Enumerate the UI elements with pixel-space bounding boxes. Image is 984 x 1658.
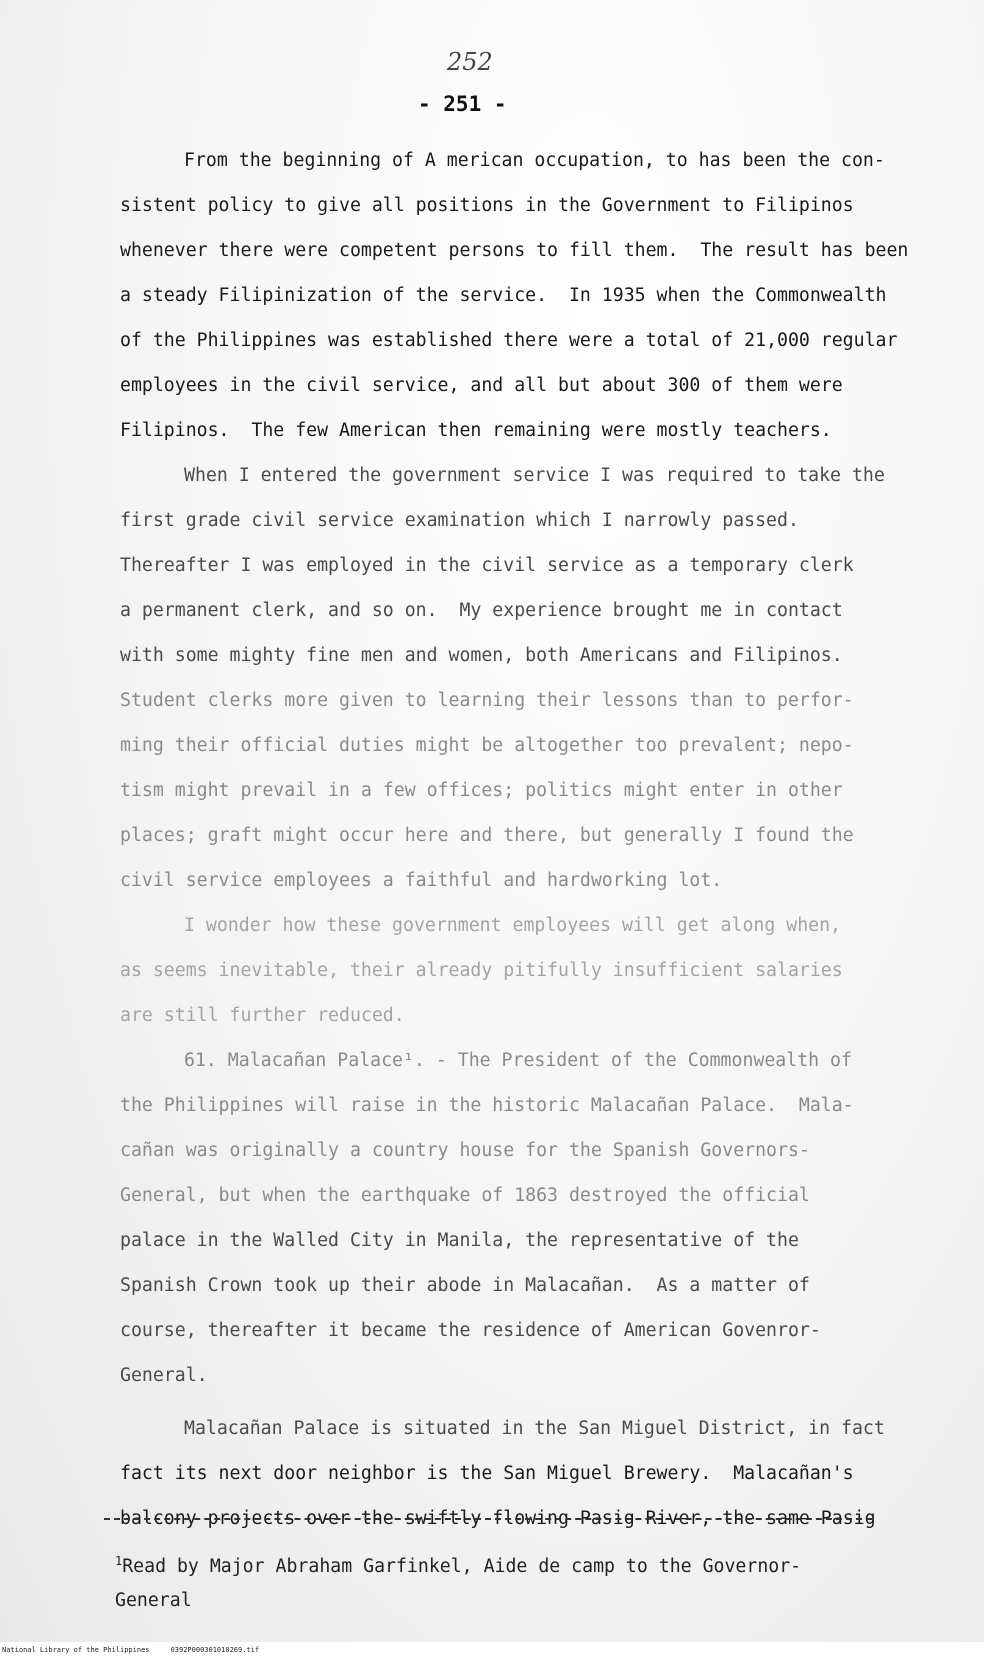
text-line: with some mighty fine men and women, both Americans and Filipinos. <box>120 645 843 666</box>
text-line: whenever there were competent persons to fill them. The result has been <box>120 240 909 261</box>
text-line: Malacañan Palace is situated in the San Miguel District, in fact <box>184 1418 885 1439</box>
footnote-line <box>115 1544 935 1584</box>
text-line: course, thereafter it became the residence of American Govenror- <box>120 1320 821 1341</box>
footnote-line: General <box>115 1590 192 1612</box>
text-line: When I entered the government service I was required to take the <box>184 465 885 486</box>
page-number: - 251 - <box>418 92 507 116</box>
text-line: as seems inevitable, their already pitifully insufficient salaries <box>120 960 843 981</box>
text-line: the Philippines will raise in the historic Malacañan Palace. Mala- <box>120 1095 854 1116</box>
text-line: employees in the civil service, and all but about 300 of them were <box>120 375 843 396</box>
text-line: Student clerks more given to learning their lessons than to perfor- <box>120 690 854 711</box>
text-line: are still further reduced. <box>120 1005 405 1026</box>
text-line: of the Philippines was established there were a total of 21,000 regular <box>120 330 898 351</box>
text-line: civil service employees a faithful and hardworking lot. <box>120 870 723 891</box>
archive-caption: National Library of the Philippines 0392P000301010269.tif <box>0 1642 984 1658</box>
text-line: Thereafter I was employed in the civil service as a temporary clerk <box>120 555 854 576</box>
text-line: fact its next door neighbor is the San Miguel Brewery. Malacañan's <box>120 1463 854 1484</box>
footnote <box>115 1544 935 1618</box>
text-line: balcony projects over the swiftly flowing Pasig River, the same Pasig <box>120 1508 876 1529</box>
text-line: General, but when the earthquake of 1863 destroyed the official <box>120 1185 810 1206</box>
text-line: General. <box>120 1365 208 1386</box>
text-line: I wonder how these government employees will get along when, <box>184 915 841 936</box>
body-text <box>120 138 970 1541</box>
text-line: tism might prevail in a few offices; politics might enter in other <box>120 780 843 801</box>
footnote-text: Read by Major Abraham Garfinkel, Aide de camp to the Governor- <box>122 1556 802 1578</box>
text-line: first grade civil service examination which I narrowly passed. <box>120 510 799 531</box>
text-line: ming their official duties might be altogether too prevalent; nepo- <box>120 735 854 756</box>
text-line: sistent policy to give all positions in the Government to Filipinos <box>120 195 854 216</box>
text-line: a permanent clerk, and so on. My experience brought me in contact <box>120 600 843 621</box>
text-line: cañan was originally a country house for the Spanish Governors- <box>120 1140 810 1161</box>
footnote-divider <box>104 1518 872 1520</box>
text-line: From the beginning of A merican occupation, to has been the con- <box>184 150 885 171</box>
text-line: a steady Filipinization of the service. In 1935 when the Commonwealth <box>120 285 887 306</box>
text-line: Filipinos. The few American then remaining were mostly teachers. <box>120 420 832 441</box>
handwritten-page-number: 252 <box>447 48 493 76</box>
section-heading-line: 61. Malacañan Palace¹. - The President of the Commonwealth of <box>184 1050 852 1071</box>
text-line: palace in the Walled City in Manila, the representative of the <box>120 1230 799 1251</box>
text-line: places; graft might occur here and there, but generally I found the <box>120 825 854 846</box>
footnote-marker: 1 <box>115 1554 123 1568</box>
text-line: Spanish Crown took up their abode in Malacañan. As a matter of <box>120 1275 810 1296</box>
